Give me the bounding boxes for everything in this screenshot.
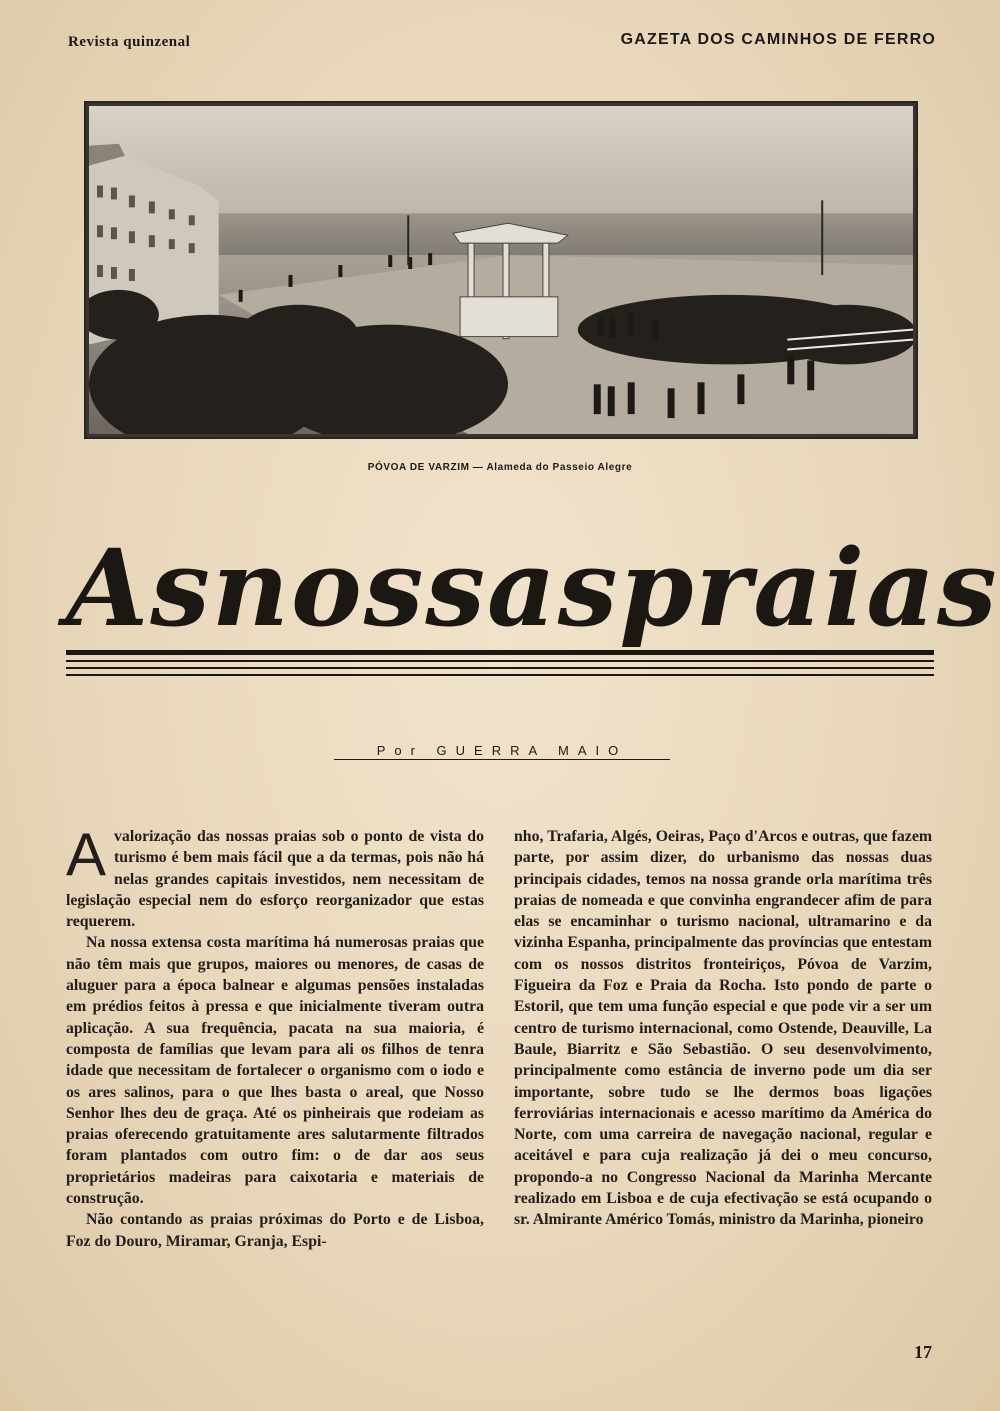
page-number: 17 [914, 1342, 932, 1362]
paragraph: nho, Trafaria, Algés, Oeiras, Paço d'Arcos e outras, que fazem parte, por assim dizer, do urbanismo das nossas duas principais cidades, temos na nossa grande orla marítima três praias de nomeada e que convinha engrandecer afim de para elas se encaminhar o turismo nacional, ultramarino e da vizinha Espanha, principalmente das províncias que entestam com os nossos distritos fronteiriços, Póvoa de Varzim, Figueira da Foz e Praia da Rocha. Isto pondo de parte o Estoril, que tem uma função especial e que pode vir a ser um centro de turismo internacional, como Ostende, Deauville, La Baule, Biarritz e São Sebastião. O seu desenvolvimento, principalmente como estância de inverno pode um dia ser importante, sobre tudo se lhe dermos boas ligações ferroviárias internacionais e acesso marítimo da América do Norte, com uma carreira de navegação nacional, regular e aceitável e para cuja realização já dei o meu concurso, propondo-a no Congresso Nacional da Marinha Mercante realizado em Lisboa e de cuja efectivação se está ocupando o sr. Almirante Américo Tomás, ministro da Marinha, pioneiro [514, 828, 932, 1229]
rule-line [66, 667, 934, 669]
header-magazine-title: GAZETA DOS CAMINHOS DE FERRO [620, 31, 936, 48]
photo-povoa-de-varzim [84, 101, 918, 439]
article-byline: Por GUERRA MAIO [334, 743, 670, 760]
rule-line [66, 660, 934, 662]
dropcap: A [66, 821, 107, 888]
title-word: As [66, 525, 212, 650]
title-underline-rules [66, 650, 934, 681]
rule-line [66, 650, 934, 655]
paragraph: Na nossa extensa costa marítima há numerosas praias que não têm mais que grupos, maiores ou menores, de casas de aluguer para a época balnear e algumas pensões instaladas em prédios feitos à pressa e que inicialmente tiveram outra aplicação. A sua frequência, pacata na sua maioria, é composta de famílias que levam para ali os filhos de tenra idade que necessitam de fortalecer o organismo com o iodo e os ares salinos, para o que lhes basta o areal, que Nosso Senhor lhes deu de graça. Até os pinheirais que rodeiam as praias oferecendo gratuitamente ares salutarmente filtrados foram plantados com outro fim: o de dar aos seus proprietários madeiras para caixotaria e materiais de construção. [66, 934, 484, 1208]
title-word: praias [619, 525, 999, 650]
header-publication-type: Revista quinzenal [68, 34, 191, 50]
article-column-left [66, 821, 484, 1252]
title-word: nossas [211, 525, 620, 650]
photo-illustration [89, 106, 913, 434]
paragraph: Não contando as praias próximas do Porto e de Lisboa, Foz do Douro, Miramar, Granja, Espi- [66, 1211, 484, 1250]
photo-caption: PÓVOA DE VARZIM — Alameda do Passeio Alegre [367, 462, 633, 473]
rule-line [66, 674, 934, 676]
paragraph: Avalorização das nossas praias sob o ponto de vista do turismo é bem mais fácil que a da termas, pois não há nelas grandes capitais investidos, nem necessitam de legislação especial nem do esforço reorganizador que estas requerem. [66, 821, 484, 931]
article-column-right [514, 826, 932, 1231]
article-title [66, 525, 999, 650]
